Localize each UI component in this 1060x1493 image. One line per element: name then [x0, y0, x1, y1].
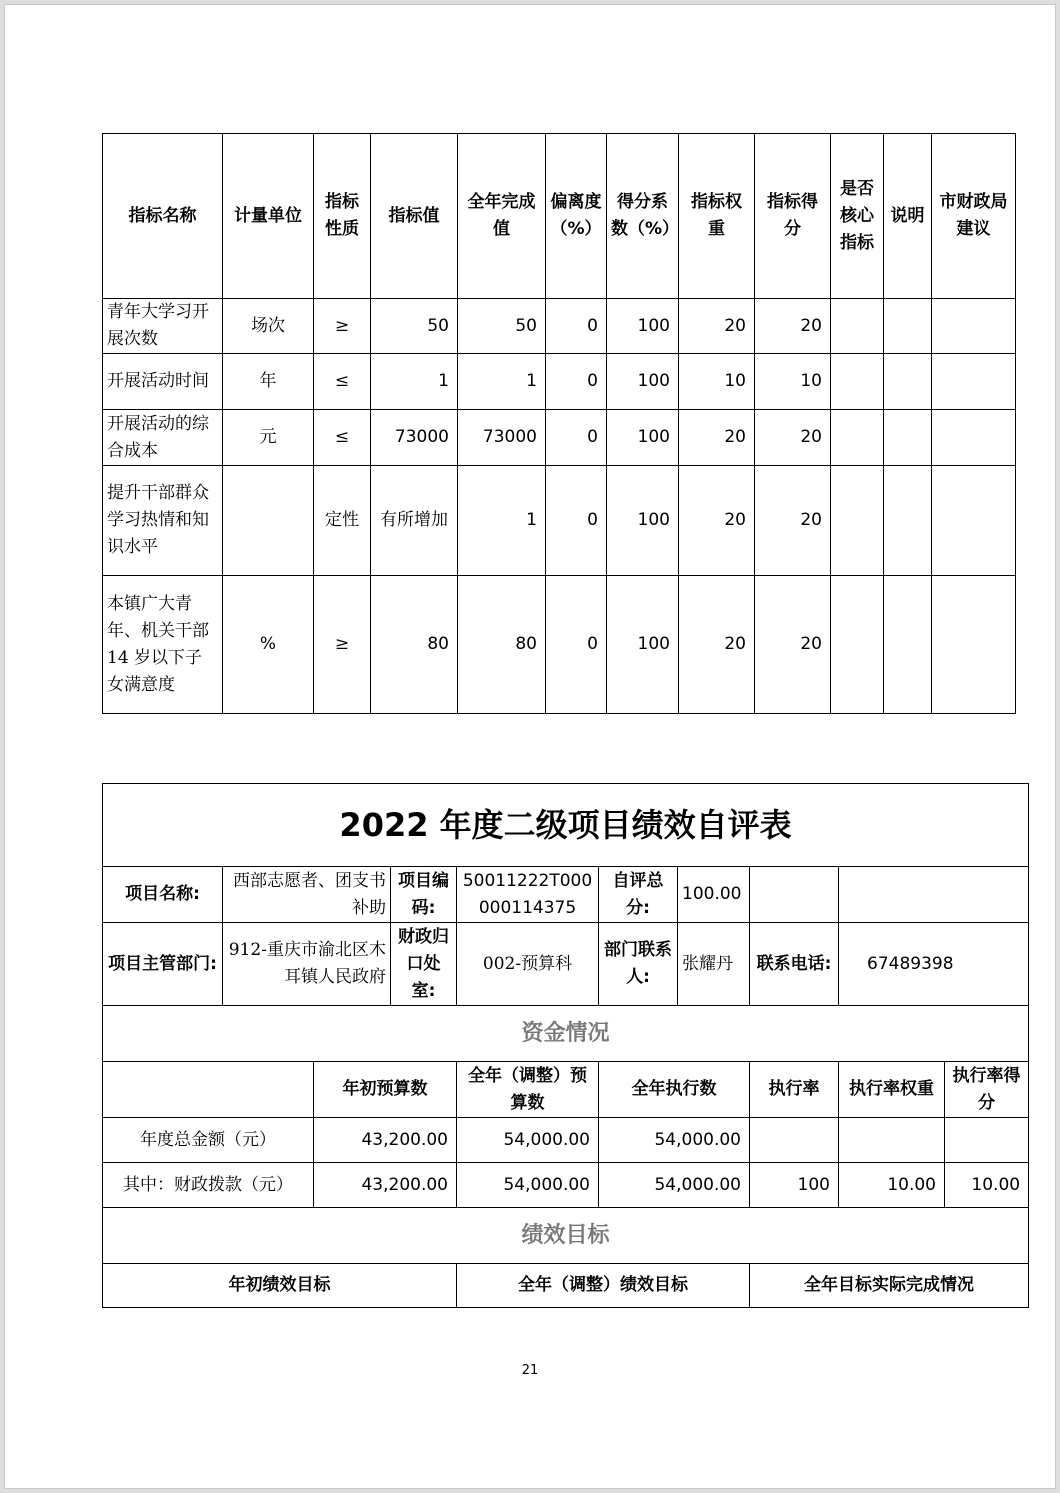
header-nature: 指标性质 — [314, 134, 371, 299]
cell-weight: 10 — [679, 354, 755, 410]
cell-coef: 100 — [607, 466, 679, 576]
header-note: 说明 — [884, 134, 932, 299]
cell-core — [831, 466, 884, 576]
cell-actual: 50 — [458, 299, 546, 354]
cell-value: 有所增加 — [371, 466, 458, 576]
header-unit: 计量单位 — [223, 134, 314, 299]
funds-header-blank — [103, 1062, 314, 1118]
cell-name: 提升干部群众学习热情和知识水平 — [103, 466, 223, 576]
goals-section-title: 绩效目标 — [103, 1208, 1029, 1264]
cell-note — [884, 354, 932, 410]
header-value: 指标值 — [371, 134, 458, 299]
cell-score: 20 — [755, 299, 831, 354]
funds-header-rate-weight: 执行率权重 — [839, 1062, 945, 1118]
contact: 张耀丹 — [678, 923, 750, 1006]
cell-core — [831, 576, 884, 714]
funds-header-row — [103, 1062, 1029, 1118]
funds-row-adjusted: 54,000.00 — [457, 1118, 599, 1163]
cell-nature: ≤ — [314, 410, 371, 466]
table-row — [103, 1163, 1029, 1208]
project-name-label: 项目名称: — [103, 867, 223, 923]
cell-score: 20 — [755, 576, 831, 714]
funds-row-executed: 54,000.00 — [599, 1163, 750, 1208]
phone: 67489398 — [839, 923, 1029, 1006]
self-score: 100.00 — [678, 867, 750, 923]
cell-advice — [932, 299, 1016, 354]
funds-row-initial: 43,200.00 — [314, 1163, 457, 1208]
cell-value: 80 — [371, 576, 458, 714]
funds-row-rate — [750, 1118, 839, 1163]
cell-actual: 1 — [458, 354, 546, 410]
table-row — [103, 576, 1016, 714]
funds-row-rate: 100 — [750, 1163, 839, 1208]
cell-actual: 73000 — [458, 410, 546, 466]
cell-deviation: 0 — [546, 299, 607, 354]
cell-deviation: 0 — [546, 466, 607, 576]
header-score: 指标得分 — [755, 134, 831, 299]
cell-name: 开展活动时间 — [103, 354, 223, 410]
cell-note — [884, 299, 932, 354]
cell-advice — [932, 354, 1016, 410]
cell-nature: 定性 — [314, 466, 371, 576]
cell-score: 20 — [755, 466, 831, 576]
cell-weight: 20 — [679, 576, 755, 714]
table-row — [103, 466, 1016, 576]
cell-weight: 20 — [679, 410, 755, 466]
page-number: 21 — [521, 1363, 539, 1378]
dept-info-row — [103, 923, 1029, 1006]
funds-header-rate: 执行率 — [750, 1062, 839, 1118]
cell-unit: % — [223, 576, 314, 714]
header-advice: 市财政局建议 — [932, 134, 1016, 299]
self-score-label: 自评总分: — [599, 867, 678, 923]
cell-nature: ≥ — [314, 299, 371, 354]
cell-value: 1 — [371, 354, 458, 410]
cell-score: 10 — [755, 354, 831, 410]
cell-coef: 100 — [607, 576, 679, 714]
header-core: 是否核心指标 — [831, 134, 884, 299]
cell-name: 青年大学习开展次数 — [103, 299, 223, 354]
header-deviation: 偏离度（%） — [546, 134, 607, 299]
goals-header-actual: 全年目标实际完成情况 — [750, 1264, 1029, 1308]
indicator-table — [102, 133, 1016, 714]
table-row — [103, 410, 1016, 466]
cell-note — [884, 576, 932, 714]
funds-row-rate-weight — [839, 1118, 945, 1163]
cell-note — [884, 410, 932, 466]
cell-actual: 1 — [458, 466, 546, 576]
cell-nature: ≥ — [314, 576, 371, 714]
cell-unit: 年 — [223, 354, 314, 410]
goals-header-adjusted: 全年（调整）绩效目标 — [457, 1264, 750, 1308]
cell-coef: 100 — [607, 410, 679, 466]
evaluation-table — [102, 783, 1029, 1308]
funds-section-title: 资金情况 — [103, 1006, 1029, 1062]
contact-label: 部门联系人: — [599, 923, 678, 1006]
header-actual: 全年完成值 — [458, 134, 546, 299]
header-weight: 指标权重 — [679, 134, 755, 299]
finance-office-label: 财政归口处室: — [391, 923, 457, 1006]
cell-core — [831, 299, 884, 354]
cell-advice — [932, 466, 1016, 576]
cell-advice — [932, 410, 1016, 466]
table-row — [103, 354, 1016, 410]
cell-unit: 场次 — [223, 299, 314, 354]
cell-value: 73000 — [371, 410, 458, 466]
table-row — [103, 1118, 1029, 1163]
finance-office: 002-预算科 — [457, 923, 599, 1006]
eval-title: 2022 年度二级项目绩效自评表 — [103, 784, 1029, 867]
funds-header-rate-score: 执行率得分 — [945, 1062, 1029, 1118]
cell-weight: 20 — [679, 466, 755, 576]
cell-actual: 80 — [458, 576, 546, 714]
cell-nature: ≤ — [314, 354, 371, 410]
cell-core — [831, 410, 884, 466]
funds-row-rate-score: 10.00 — [945, 1163, 1029, 1208]
project-name: 西部志愿者、团支书补助 — [223, 867, 391, 923]
cell-name: 开展活动的综合成本 — [103, 410, 223, 466]
funds-row-executed: 54,000.00 — [599, 1118, 750, 1163]
cell-value: 50 — [371, 299, 458, 354]
funds-row-rate-score — [945, 1118, 1029, 1163]
project-info-row — [103, 867, 1029, 923]
cell-deviation: 0 — [546, 354, 607, 410]
cell-coef: 100 — [607, 299, 679, 354]
goals-header-initial: 年初绩效目标 — [103, 1264, 457, 1308]
project-code: 50011222T000000114375 — [457, 867, 599, 923]
cell-weight: 20 — [679, 299, 755, 354]
cell-advice — [932, 576, 1016, 714]
funds-row-rate-weight: 10.00 — [839, 1163, 945, 1208]
cell-core — [831, 354, 884, 410]
cell-note — [884, 466, 932, 576]
cell-name: 本镇广大青年、机关干部 14 岁以下子女满意度 — [103, 576, 223, 714]
cell-deviation: 0 — [546, 410, 607, 466]
funds-row-initial: 43,200.00 — [314, 1118, 457, 1163]
cell-score: 20 — [755, 410, 831, 466]
cell-deviation: 0 — [546, 576, 607, 714]
funds-header-adjusted: 全年（调整）预算数 — [457, 1062, 599, 1118]
cell-unit: 元 — [223, 410, 314, 466]
cell-coef: 100 — [607, 354, 679, 410]
funds-header-initial: 年初预算数 — [314, 1062, 457, 1118]
dept: 912-重庆市渝北区木耳镇人民政府 — [223, 923, 391, 1006]
table-row — [103, 299, 1016, 354]
dept-label: 项目主管部门: — [103, 923, 223, 1006]
cell-unit — [223, 466, 314, 576]
indicator-header-row — [103, 134, 1016, 299]
header-indicator-name: 指标名称 — [103, 134, 223, 299]
funds-header-executed: 全年执行数 — [599, 1062, 750, 1118]
goals-header-row — [103, 1264, 1029, 1308]
funds-row-label: 年度总金额（元） — [103, 1118, 314, 1163]
funds-row-label: 其中：财政拨款（元） — [103, 1163, 314, 1208]
phone-label: 联系电话: — [750, 923, 839, 1006]
project-code-label: 项目编码: — [391, 867, 457, 923]
funds-row-adjusted: 54,000.00 — [457, 1163, 599, 1208]
header-coef: 得分系数（%） — [607, 134, 679, 299]
